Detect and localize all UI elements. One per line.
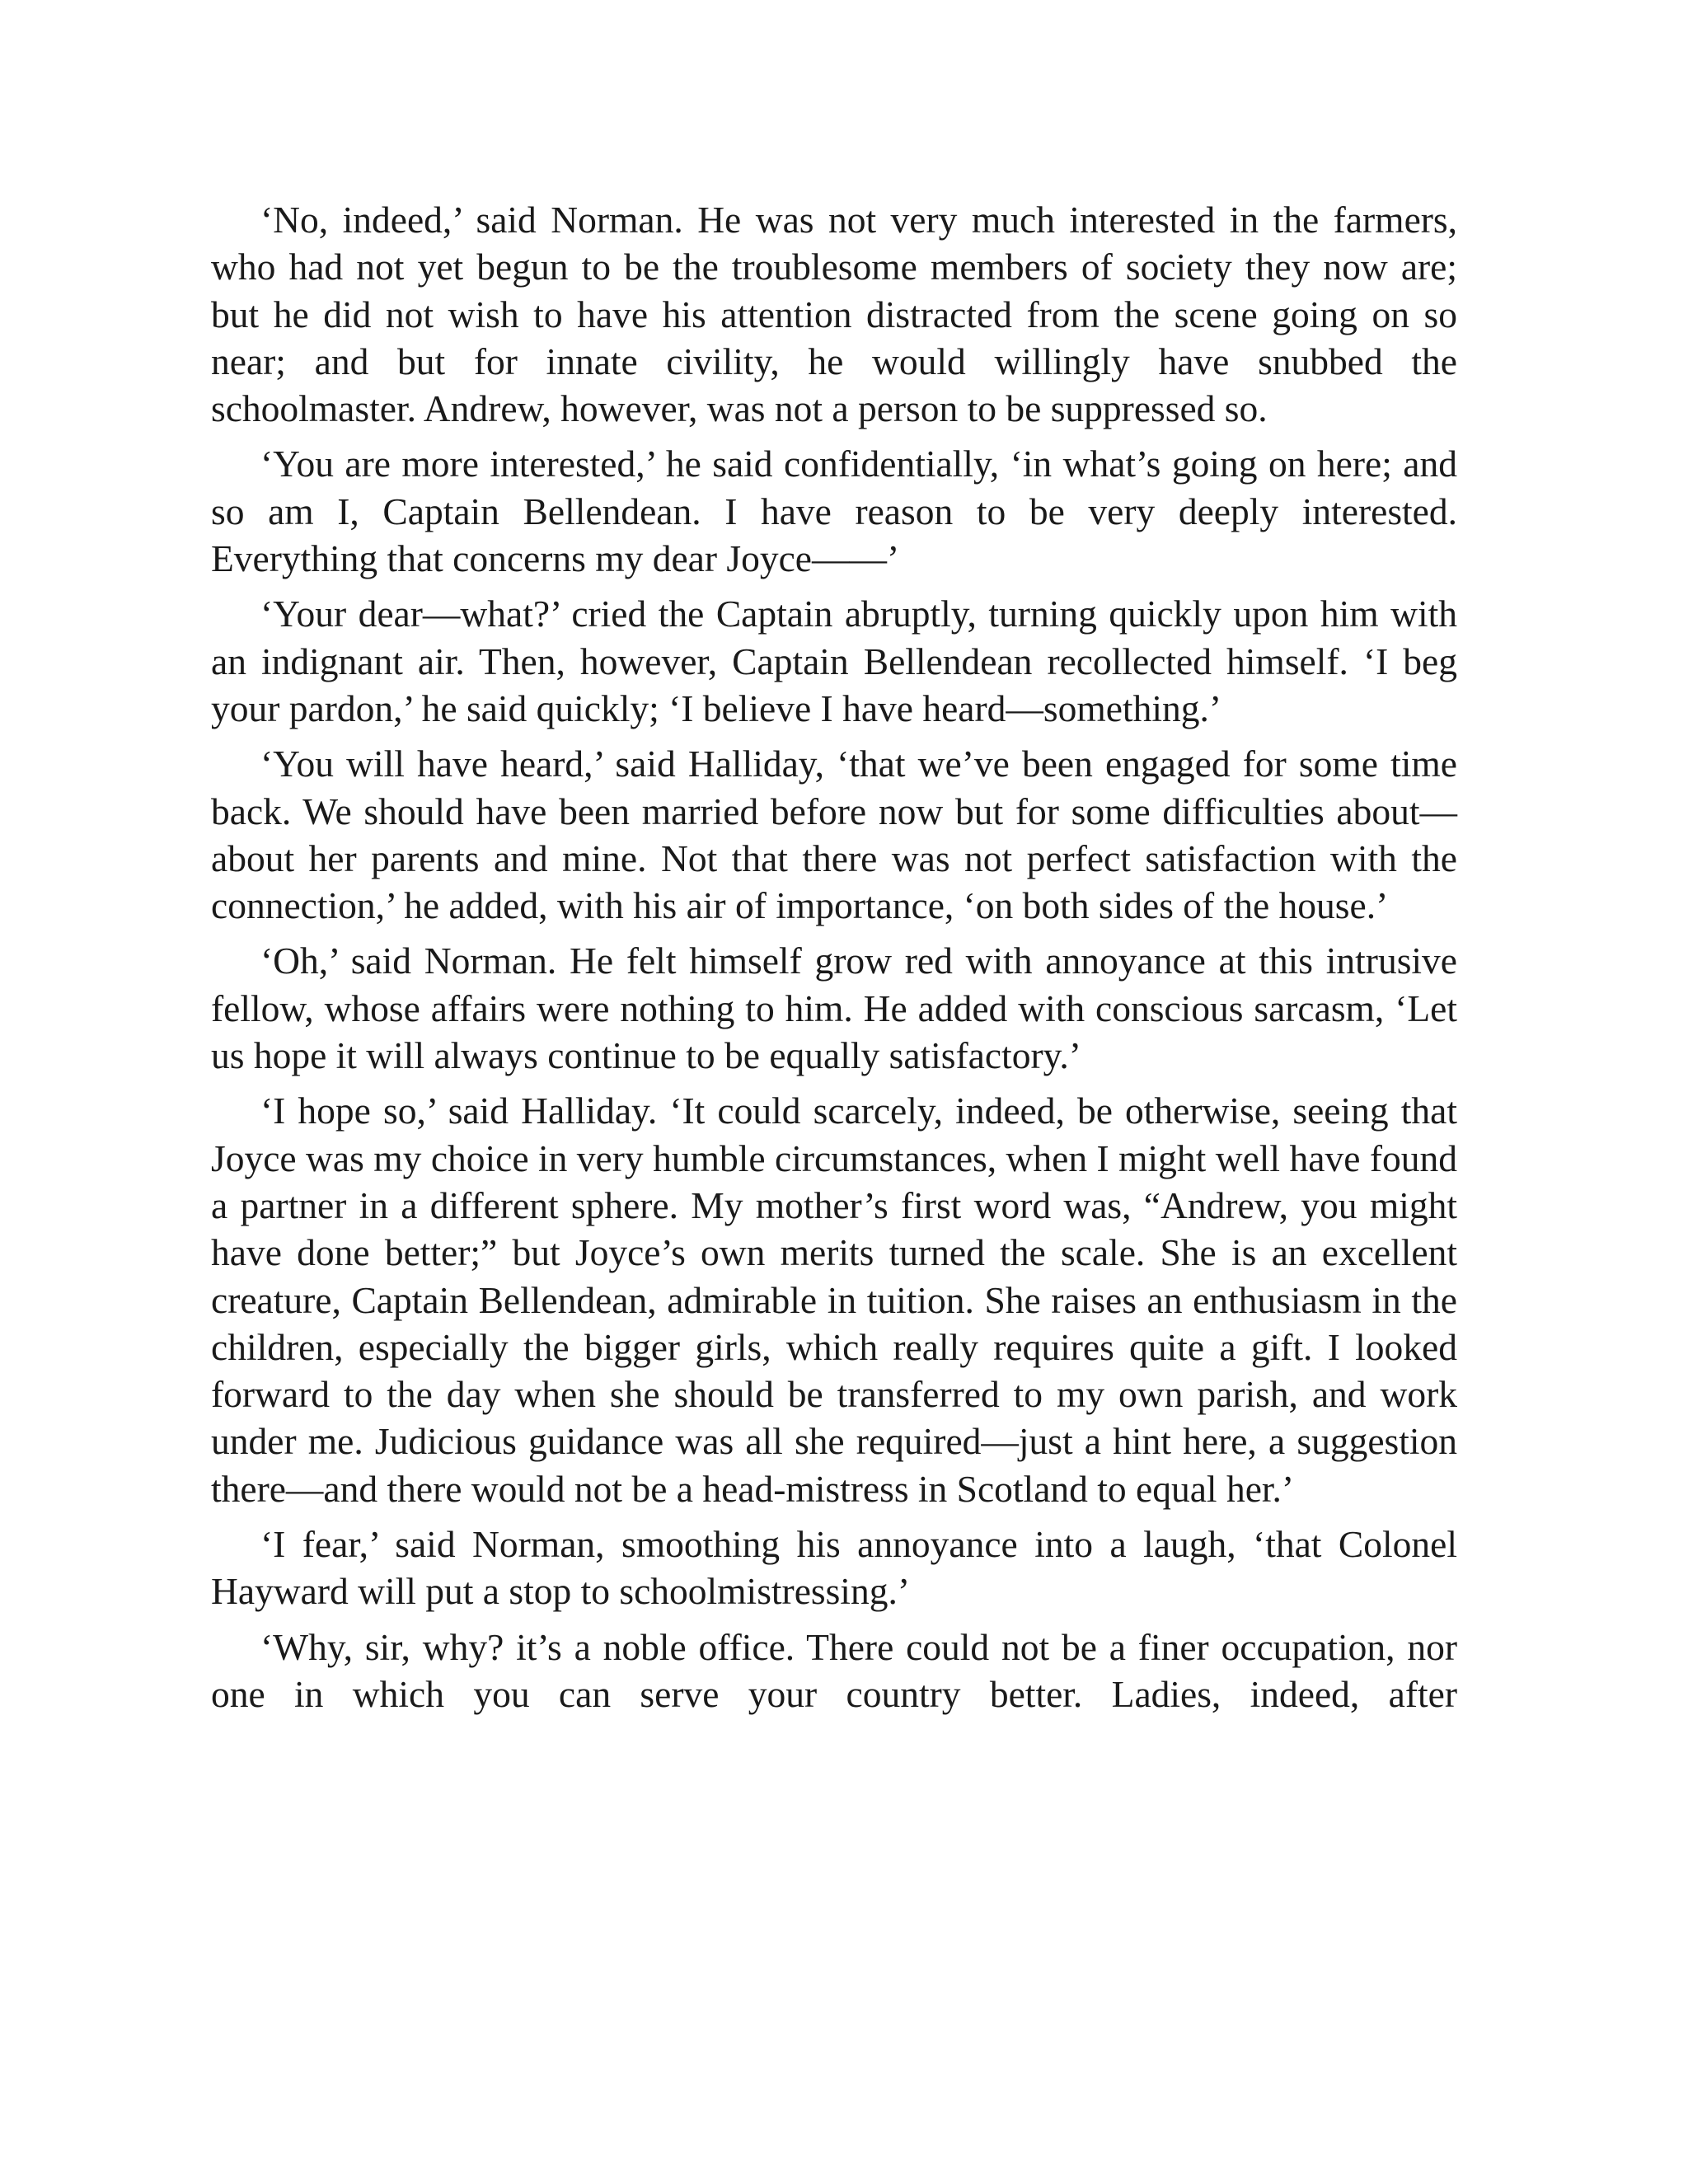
- paragraph-5: ‘Oh,’ said Norman. He felt himself grow red with annoyance at this intrusive fellow, whose affairs were nothing to him. He added with conscious sarcasm, ‘Let us hope it will always continue to be equally satisfactory.’: [211, 940, 1457, 1077]
- paragraph-3: ‘Your dear—what?’ cried the Captain abruptly, turning quickly upon him with an indignant air. Then, however, Captain Bellendean recollected himself. ‘I beg your pardon,’ he said quickly; ‘I believe I have heard—something.’: [211, 593, 1457, 729]
- page-text: [211, 196, 1457, 1718]
- paragraph-2: ‘You are more interested,’ he said confidentially, ‘in what’s going on here; and so am I, Captain Bellendean. I have reason to be very deeply interested. Everything that concerns my dear Joyce——’: [211, 443, 1457, 580]
- paragraph-4: ‘You will have heard,’ said Halliday, ‘that we’ve been engaged for some time back. We should have been married before now but for some difficulties about—about her parents and mine. Not that there was not perfect satisfaction with the connection,’ he added, with his air of importance, ‘on both sides of the house.’: [211, 743, 1457, 927]
- paragraph-7: ‘I fear,’ said Norman, smoothing his annoyance into a laugh, ‘that Colonel Hayward will put a stop to schoolmistressing.’: [211, 1523, 1457, 1613]
- paragraph-8: ‘Why, sir, why? it’s a noble office. There could not be a finer occupation, nor one in which you can serve your country better. Ladies, indeed, after: [211, 1625, 1457, 1715]
- paragraph-6: ‘I hope so,’ said Halliday. ‘It could scarcely, indeed, be otherwise, seeing that Joyce was my choice in very humble circumstances, when I might well have found a partner in a different sphere. My mother’s first word was, “Andrew, you might have done better;” but Joyce’s own merits turned the scale. She is an excellent creature, Captain Bellendean, admirable in tuition. She raises an enthusiasm in the children, especially the bigger girls, which really requires quite a gift. I looked forward to the day when she should be transferred to my own parish, and work under me. Judicious guidance was all she required—just a hint here, a suggestion there—and there would not be a head-mistress in Scotland to equal her.’: [211, 1090, 1457, 1510]
- paragraph-1: ‘No, indeed,’ said Norman. He was not very much interested in the farmers, who had not yet begun to be the troublesome members of society they now are; but he did not wish to have his attention distracted from the scene going on so near; and but for innate civility, he would willingly have snubbed the schoolmaster. Andrew, however, was not a person to be suppressed so.: [211, 199, 1457, 430]
